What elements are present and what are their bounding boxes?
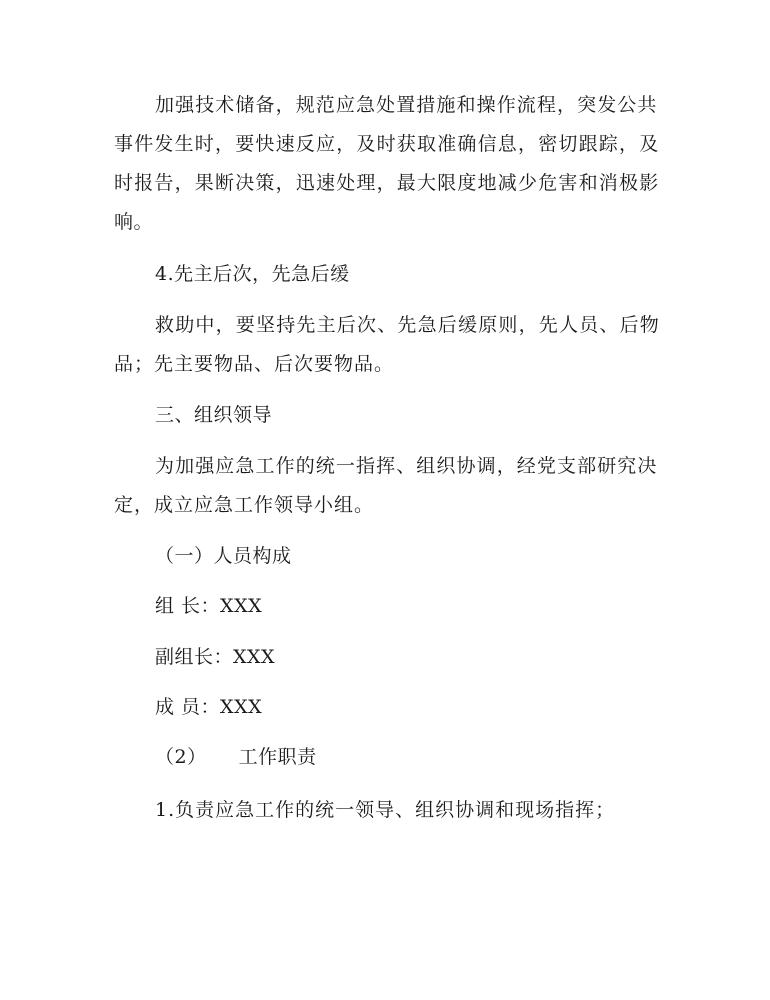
member-deputy: 副组长：XXX [155, 646, 276, 668]
paragraph-line: 加强技术储备，规范应急处置措施和操作流程，突发公共 [155, 94, 658, 116]
paragraph-line: 定，成立应急工作领导小组。 [114, 494, 375, 516]
member-staff: 成 员：XXX [155, 696, 263, 718]
paragraph-line: 救助中，要坚持先主后次、先急后缓原则，先人员、后物 [155, 314, 661, 336]
section-heading: 三、组织领导 [155, 404, 273, 426]
subsection-heading: （一）人员构成 [155, 545, 292, 567]
subsection-number: （2） [155, 746, 207, 768]
principle-heading: 4.先主后次，先急后缓 [155, 263, 350, 285]
member-leader: 组 长：XXX [155, 595, 263, 617]
subsection-heading [155, 745, 317, 769]
paragraph-line: 品；先主要物品、后次要物品。 [114, 353, 395, 375]
paragraph-line: 为加强应急工作的统一指挥、组织协调，经党支部研究决 [155, 455, 658, 477]
duty-item: 1.负责应急工作的统一领导、组织协调和现场指挥； [155, 799, 616, 821]
paragraph-line: 响。 [114, 211, 154, 233]
subsection-title: 工作职责 [238, 746, 317, 768]
paragraph-line: 时报告，果断决策，迅速处理，最大限度地减少危害和消极影 [114, 172, 660, 194]
paragraph-line: 事件发生时，要快速反应，及时获取准确信息，密切跟踪，及 [114, 133, 660, 155]
